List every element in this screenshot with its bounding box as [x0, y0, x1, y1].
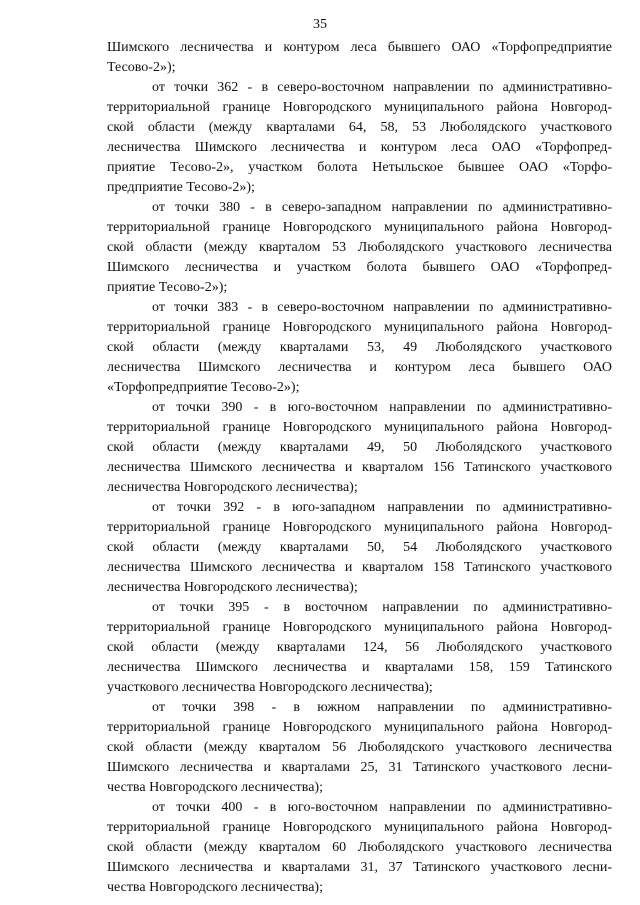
paragraph-line: от точки 392 - в юго-западном направлении по административно-	[152, 500, 612, 515]
paragraph-line: от точки 390 - в юго-восточном направлении по административно-	[152, 400, 612, 415]
paragraph-line: ской области (между кварталами 49, 50 Люболядского участкового	[107, 440, 612, 455]
paragraph	[107, 798, 612, 898]
paragraph-line: лесничества Шимского лесничества и кварталами 158, 159 Татинского	[107, 660, 612, 675]
paragraph-line: приятие Тесово-2»);	[107, 280, 228, 295]
paragraph	[107, 38, 612, 78]
paragraph-line: Тесово-2»);	[107, 60, 176, 75]
paragraph-line: ской области (между кварталами 50, 54 Люболядского участкового	[107, 540, 612, 555]
paragraph-line: территориальной границе Новгородского муниципального района Новгород-	[107, 420, 612, 435]
paragraph-line: ской области (между кварталами 64, 58, 53 Люболядского участкового	[107, 120, 612, 135]
paragraph-line: Шимского лесничества и кварталами 25, 31 Татинского участкового лесни-	[107, 760, 612, 775]
paragraph-line: территориальной границе Новгородского муниципального района Новгород-	[107, 100, 612, 115]
paragraph-line: чества Новгородского лесничества);	[107, 780, 323, 795]
paragraph-line: Шимского лесничества и контуром леса бывшего ОАО «Торфопредприятие	[107, 40, 612, 55]
paragraph-line: территориальной границе Новгородского муниципального района Новгород-	[107, 520, 612, 535]
paragraph	[107, 598, 612, 698]
paragraph-line: от точки 398 - в южном направлении по административно-	[152, 700, 612, 715]
paragraph-line: ской области (между кварталом 60 Люболядского участкового лесничества	[107, 840, 612, 855]
paragraph-line: лесничества Новгородского лесничества);	[107, 580, 358, 595]
paragraph-line: приятие Тесово-2», участком болота Нетыльское бывшее ОАО «Торфо-	[107, 160, 612, 175]
paragraph-line: чества Новгородского лесничества);	[107, 880, 323, 895]
paragraph-line: от точки 362 - в северо-восточном направлении по административно-	[152, 80, 612, 95]
paragraph-line: ской области (между кварталами 53, 49 Люболядского участкового	[107, 340, 612, 355]
paragraph-line: «Торфопредприятие Тесово-2»);	[107, 380, 300, 395]
paragraph-line: ской области (между кварталами 124, 56 Люболядского участкового	[107, 640, 612, 655]
page-number: 35	[313, 17, 327, 32]
paragraph-line: ской области (между кварталом 53 Люболядского участкового лесничества	[107, 240, 612, 255]
paragraph-line: предприятие Тесово-2»);	[107, 180, 255, 195]
paragraph	[107, 698, 612, 798]
paragraph-line: от точки 400 - в юго-восточном направлении по административно-	[152, 800, 612, 815]
paragraph-line: территориальной границе Новгородского муниципального района Новгород-	[107, 220, 612, 235]
paragraph-line: территориальной границе Новгородского муниципального района Новгород-	[107, 320, 612, 335]
paragraph-line: лесничества Новгородского лесничества);	[107, 480, 358, 495]
paragraph-line: от точки 383 - в северо-восточном направлении по административно-	[152, 300, 612, 315]
paragraph-line: Шимского лесничества и участком болота бывшего ОАО «Торфопред-	[107, 260, 612, 275]
paragraph-line: ской области (между кварталом 56 Люболядского участкового лесничества	[107, 740, 612, 755]
paragraph-line: лесничества Шимского лесничества и кварталом 158 Татинского участкового	[107, 560, 612, 575]
paragraph-line: территориальной границе Новгородского муниципального района Новгород-	[107, 620, 612, 635]
document-body	[107, 38, 612, 898]
paragraph	[107, 498, 612, 598]
paragraph	[107, 78, 612, 198]
paragraph-line: территориальной границе Новгородского муниципального района Новгород-	[107, 720, 612, 735]
paragraph-line: от точки 395 - в восточном направлении по административно-	[152, 600, 612, 615]
paragraph-line: лесничества Шимского лесничества и кварталом 156 Татинского участкового	[107, 460, 612, 475]
paragraph	[107, 298, 612, 398]
paragraph	[107, 398, 612, 498]
paragraph-line: участкового лесничества Новгородского лесничества);	[107, 680, 433, 695]
paragraph-line: лесничества Шимского лесничества и контуром леса ОАО «Торфопред-	[107, 140, 612, 155]
paragraph-line: территориальной границе Новгородского муниципального района Новгород-	[107, 820, 612, 835]
paragraph-line: лесничества Шимского лесничества и контуром леса бывшего ОАО	[107, 360, 612, 375]
paragraph-line: от точки 380 - в северо-западном направлении по административно-	[152, 200, 612, 215]
paragraph	[107, 198, 612, 298]
paragraph-line: Шимского лесничества и кварталами 31, 37 Татинского участкового лесни-	[107, 860, 612, 875]
